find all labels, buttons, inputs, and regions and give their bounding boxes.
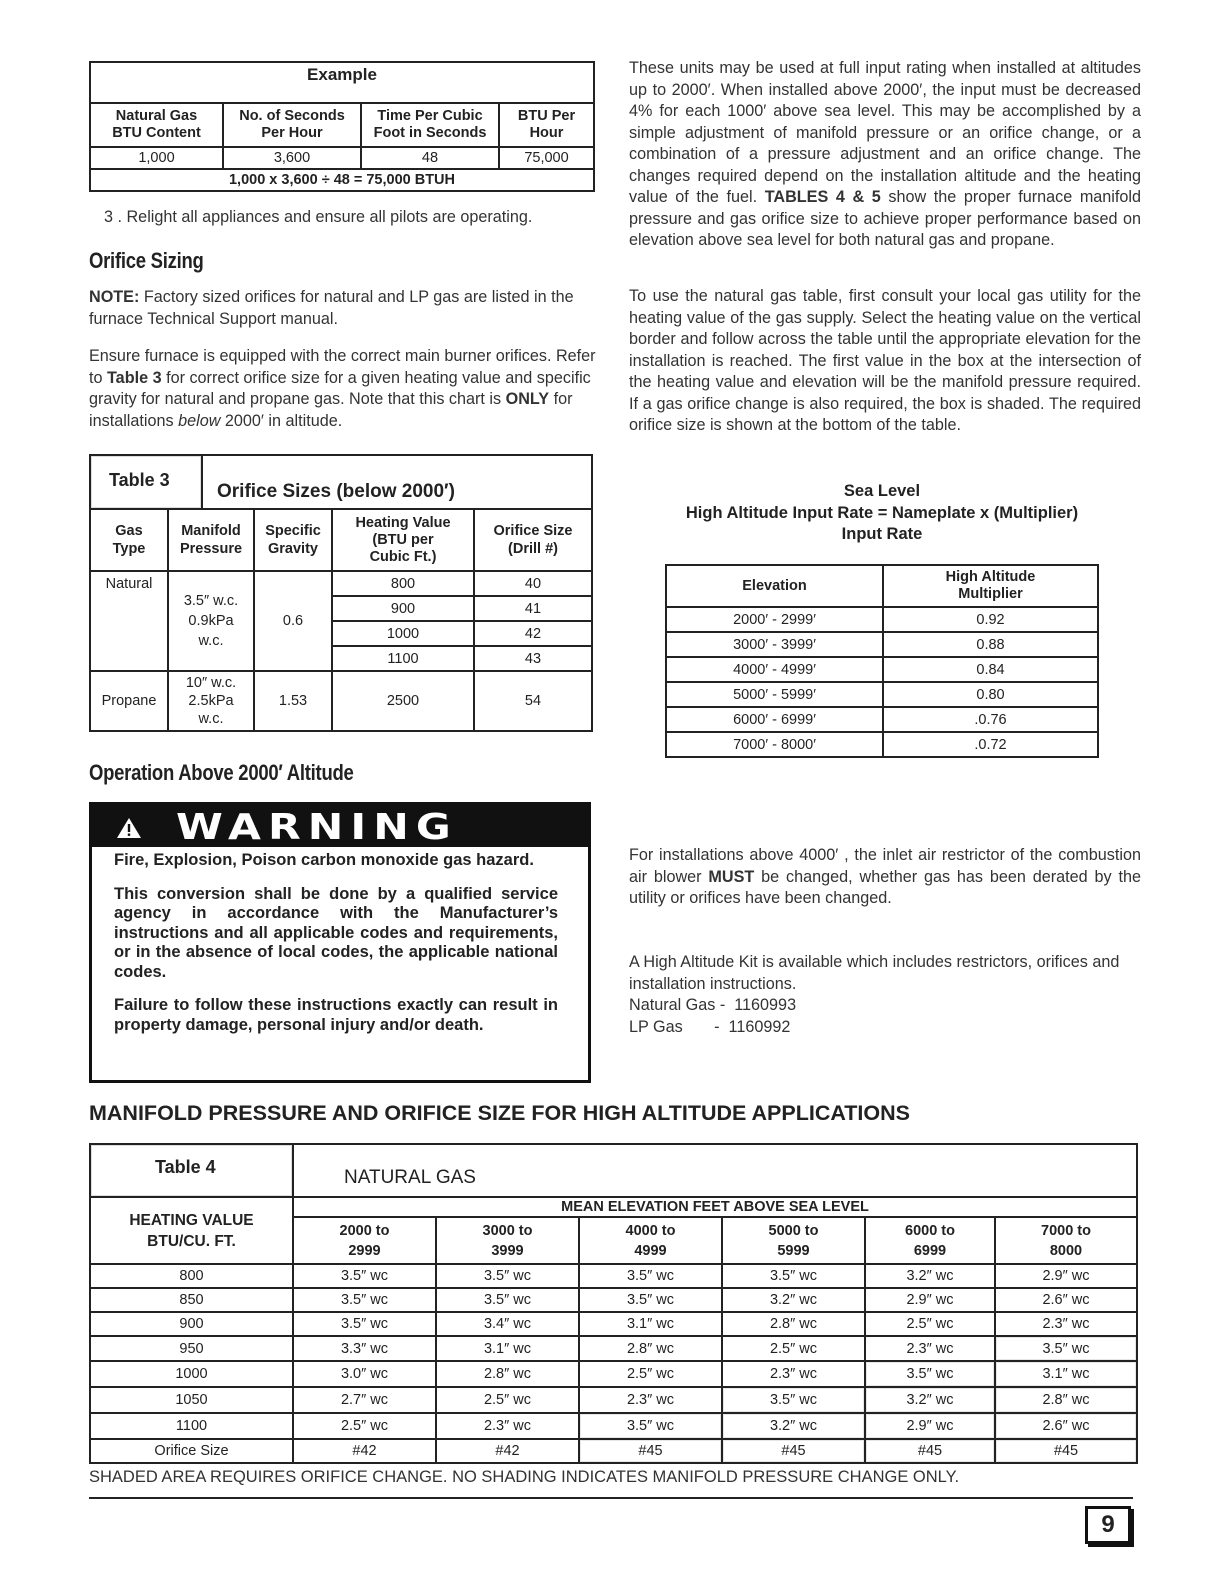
text-run: For installations above 4000′ , the inlet air restrictor of the combustion air blower [629, 846, 1141, 886]
text-run: MUST [708, 867, 755, 886]
page-number: 9 [1085, 1506, 1131, 1544]
table-4-pressure-cell: 2.5″ wc [436, 1387, 579, 1413]
table-4-pressure-cell: 3.5″ wc [293, 1264, 436, 1288]
table-3-label-box [91, 456, 203, 508]
table-4-orifice-size: #45 [995, 1439, 1137, 1463]
table-3-heating-value: 1000 [332, 621, 474, 646]
table-4-orifice-size: #42 [436, 1439, 579, 1463]
table-4-pressure-cell: 2.6″ wc [995, 1413, 1137, 1439]
table-4-col-header: 4000 to 4999 [579, 1217, 722, 1264]
step-3: 3 . Relight all appliances and ensure all pilots are operating. [104, 208, 533, 226]
text-run: 2000′ in altitude. [220, 411, 343, 430]
table-4-pressure-cell: 2.9″ wc [865, 1413, 995, 1439]
table-4-pressure-cell: 3.4″ wc [436, 1312, 579, 1336]
table-4-pressure-cell: 2.8″ wc [579, 1336, 722, 1361]
example-header: No. of Seconds Per Hour [223, 103, 361, 147]
table-4-hv-header: HEATING VALUE BTU/CU. FT. [90, 1197, 293, 1264]
footer-rule [89, 1497, 1133, 1499]
table-4-pressure-cell: 2.3″ wc [722, 1361, 865, 1387]
table-4-heating-value: 900 [90, 1312, 293, 1336]
example-cell: 3,600 [223, 147, 361, 169]
example-table [89, 61, 595, 192]
table-3-natural-type: Natural [90, 571, 168, 671]
table-4-row [90, 1312, 1137, 1336]
table-4-pressure-cell: 3.3″ wc [293, 1336, 436, 1361]
table-4-heating-value: 800 [90, 1264, 293, 1288]
elevation-cell: 3000′ - 3999′ [666, 632, 883, 657]
elevation-cell: 7000′ - 8000′ [666, 732, 883, 757]
table-3-header: Orifice Size (Drill #) [474, 509, 592, 571]
table-4-col-header: 3000 to 3999 [436, 1217, 579, 1264]
table-4-orifice-label: Orifice Size [90, 1439, 293, 1463]
table-4-pressure-cell: 3.5″ wc [579, 1413, 722, 1439]
multiplier-cell: 0.92 [883, 607, 1098, 632]
table-4-col-header: 6000 to 6999 [865, 1217, 995, 1264]
restrictor-paragraph [629, 845, 1141, 910]
example-header: Natural Gas BTU Content [90, 103, 223, 147]
example-cell: 48 [361, 147, 499, 169]
kit-text: A High Altitude Kit is available which includes restrictors, orifices and installation instructions. [629, 953, 1120, 993]
altitude-paragraph [629, 58, 1141, 252]
table-4-heating-value: 950 [90, 1336, 293, 1361]
table-3-propane-heating: 2500 [332, 671, 474, 731]
note-text: Factory sized orifices for natural and LP gas are listed in the furnace Technical Support manual. [89, 288, 574, 328]
warning-box [89, 802, 591, 1083]
table-4-heating-value: 1100 [90, 1413, 293, 1439]
table-4-heating-value: 1050 [90, 1387, 293, 1413]
table-4-orifice-size: #45 [722, 1439, 865, 1463]
table-3-orifice: 43 [474, 646, 592, 671]
text-run: TABLES 4 & 5 [764, 188, 881, 206]
warning-banner [92, 805, 588, 847]
warning-triangle-icon [116, 817, 142, 839]
table-4-row [90, 1264, 1137, 1288]
table-3-heating-value: 800 [332, 571, 474, 596]
formula-line: Sea Level [843, 482, 921, 500]
table-4-col-header: 5000 to 5999 [722, 1217, 865, 1264]
text-run: below [178, 411, 221, 430]
table-4-row [90, 1413, 1137, 1439]
example-cell: 1,000 [90, 147, 223, 169]
formula-line: Input Rate [841, 525, 923, 543]
text-run: be changed, whether gas has been derated by the utility or orifices have been changed. [629, 867, 1142, 907]
table-3-title: Orifice Sizes (below 2000′) [217, 481, 455, 502]
kit-lp-gas: LP Gas - 1160992 [629, 1017, 791, 1036]
table-4-pressure-cell: 2.5″ wc [865, 1312, 995, 1336]
warning-text: This conversion shall be done by a qualified service agency in accordance with the Manufacturer’s instructions and all applicable codes and requirements, or in the absence of local codes, the applicable national codes. [114, 884, 558, 981]
table-3-natural-pressure: 3.5″ w.c. 0.9kPa w.c. [168, 571, 254, 671]
table-4-heating-value: 1000 [90, 1361, 293, 1387]
table-4-row [90, 1361, 1137, 1387]
table-4-pressure-cell: 2.8″ wc [722, 1312, 865, 1336]
warning-text: Failure to follow these instructions exactly can result in property damage, personal injury and/or death. [114, 996, 558, 1034]
table-4-label: Table 4 [155, 1157, 216, 1177]
table-4-pressure-cell: 3.5″ wc [865, 1361, 995, 1387]
example-header: Time Per Cubic Foot in Seconds [361, 103, 499, 147]
multiplier-cell: .0.76 [883, 707, 1098, 732]
table-4-pressure-cell: 2.3″ wc [436, 1413, 579, 1439]
table-4-pressure-cell: 3.5″ wc [995, 1336, 1137, 1361]
example-cell: 75,000 [499, 147, 594, 169]
elevation-cell: 6000′ - 6999′ [666, 707, 883, 732]
example-title: Example [90, 62, 594, 103]
table-4-pressure-cell: 2.8″ wc [436, 1361, 579, 1387]
table-4-label-box [90, 1144, 293, 1197]
text-run: These units may be used at full input rating when installed at altitudes up to 2000′. When installed above 2000′, the input must be decreased 4% for each 1000′ above sea level. This may be accomplished by a simple adjustment of manifold pressure or an orifice change, or a combination of a pressure adjustment and an orifice change. The changes required depend on the installation altitude and the heating value of the fuel. [629, 59, 1141, 206]
table-4-pressure-cell: 3.5″ wc [579, 1264, 722, 1288]
table-4-pressure-cell: 3.5″ wc [436, 1288, 579, 1312]
example-header: BTU Per Hour [499, 103, 594, 147]
table-4-pressure-cell: 3.1″ wc [579, 1312, 722, 1336]
table-4-pressure-cell: 2.3″ wc [995, 1312, 1137, 1336]
table-4-pressure-cell: 3.2″ wc [865, 1387, 995, 1413]
table-3-header: Manifold Pressure [168, 509, 254, 571]
table-4-pressure-cell: 2.8″ wc [995, 1387, 1137, 1413]
text-run: Ensure furnace is equipped with the correct main burner orifices. Refer to [89, 347, 596, 387]
multiplier-cell: 0.88 [883, 632, 1098, 657]
orifice-note [89, 287, 601, 330]
table-4-mean-header: MEAN ELEVATION FEET ABOVE SEA LEVEL [293, 1197, 1137, 1217]
table-3 [89, 454, 593, 732]
table-4-title: NATURAL GAS [344, 1167, 476, 1188]
table-4-pressure-cell: 3.5″ wc [293, 1288, 436, 1312]
table-3-natural-gravity: 0.6 [254, 571, 332, 671]
operation-heading: Operation Above 2000′ Altitude [89, 760, 354, 785]
table-4-pressure-cell: 3.1″ wc [995, 1361, 1137, 1387]
table-4-pressure-cell: 2.3″ wc [865, 1336, 995, 1361]
table-4-pressure-cell: 3.0″ wc [293, 1361, 436, 1387]
note-label: NOTE: [89, 288, 140, 306]
elevation-cell: 2000′ - 2999′ [666, 607, 883, 632]
formula-line: High Altitude Input Rate = Nameplate x (Multiplier) [685, 503, 1079, 522]
table-4-row [90, 1336, 1137, 1361]
table-4-col-header: 2000 to 2999 [293, 1217, 436, 1264]
table-3-header: Heating Value (BTU per Cubic Ft.) [332, 509, 474, 571]
multiplier-cell: .0.72 [883, 732, 1098, 757]
multiplier-header: Elevation [666, 565, 883, 607]
table-4-pressure-cell: 3.5″ wc [579, 1288, 722, 1312]
multiplier-table [665, 564, 1099, 758]
table-4-pressure-cell: 2.6″ wc [995, 1288, 1137, 1312]
input-rate-formula [629, 481, 1135, 546]
natural-gas-table-paragraph: To use the natural gas table, first consult your local gas utility for the heating value of the gas supply. Select the heating value on the vertical border and follow across the table until the appropriate elevation for the installation is reached. The first value in the box at the intersection of the heating value and elevation will be the manifold pressure required. If a gas orifice change is also required, the box is shaded. The required orifice size is shown at the bottom of the table. [629, 287, 1141, 434]
table-3-header: Specific Gravity [254, 509, 332, 571]
table-4-pressure-cell: 3.5″ wc [722, 1264, 865, 1288]
table-4-pressure-cell: 2.9″ wc [995, 1264, 1137, 1288]
table-4-pressure-cell: 3.2″ wc [722, 1413, 865, 1439]
text-run: Table 3 [107, 368, 162, 387]
multiplier-cell: 0.84 [883, 657, 1098, 682]
table-4-orifice-size: #45 [579, 1439, 722, 1463]
table-4-pressure-cell: 2.3″ wc [579, 1387, 722, 1413]
table-4-orifice-size: #45 [865, 1439, 995, 1463]
text-run: ONLY [505, 390, 550, 408]
kit-natural-gas: Natural Gas - 1160993 [629, 996, 797, 1014]
table-4-pressure-cell: 3.5″ wc [293, 1312, 436, 1336]
table-4-row [90, 1288, 1137, 1312]
multiplier-header: High Altitude Multiplier [883, 565, 1098, 607]
table-3-header: Gas Type [90, 509, 168, 571]
table-4-heading: MANIFOLD PRESSURE AND ORIFICE SIZE FOR HIGH ALTITUDE APPLICATIONS [89, 1101, 910, 1125]
table-3-propane-type: Propane [90, 671, 168, 731]
table-3-orifice: 41 [474, 596, 592, 621]
table-3-propane-pressure: 10″ w.c. 2.5kPa w.c. [168, 671, 254, 731]
table-4-row [90, 1387, 1137, 1413]
table-3-heating-value: 900 [332, 596, 474, 621]
warning-text: Fire, Explosion, Poison carbon monoxide gas hazard. [114, 851, 534, 869]
table-4-title-cell [293, 1144, 1137, 1197]
table-4 [89, 1143, 1138, 1464]
multiplier-cell: 0.80 [883, 682, 1098, 707]
orifice-sizing-heading: Orifice Sizing [89, 248, 204, 273]
text-run: for correct orifice size for a given heating value and specific gravity for natural and propane gas. Note that this chart is [89, 368, 591, 408]
table-3-heating-value: 1100 [332, 646, 474, 671]
table-4-heating-value: 850 [90, 1288, 293, 1312]
kit-paragraph [629, 952, 1141, 1038]
table-3-propane-orifice: 54 [474, 671, 592, 731]
elevation-cell: 4000′ - 4999′ [666, 657, 883, 682]
text-run: for installations [89, 390, 573, 430]
table-4-pressure-cell: 3.5″ wc [436, 1264, 579, 1288]
table-3-label: Table 3 [109, 470, 170, 490]
table-4-orifice-size: #42 [293, 1439, 436, 1463]
warning-title: WARNING [176, 807, 458, 848]
table-3-orifice: 42 [474, 621, 592, 646]
table-4-pressure-cell: 2.5″ wc [293, 1413, 436, 1439]
table-4-pressure-cell: 2.5″ wc [722, 1336, 865, 1361]
text-run: show the proper furnace manifold pressure and gas orifice size to achieve proper performance based on elevation above sea level for both natural gas and propane. [629, 188, 1142, 249]
table-3-orifice: 40 [474, 571, 592, 596]
table-3-propane-gravity: 1.53 [254, 671, 332, 731]
table-4-footnote: SHADED AREA REQUIRES ORIFICE CHANGE. NO SHADING INDICATES MANIFOLD PRESSURE CHANGE ONLY. [89, 1468, 960, 1486]
table-4-pressure-cell: 3.1″ wc [436, 1336, 579, 1361]
table-4-pressure-cell: 2.5″ wc [579, 1361, 722, 1387]
table-4-pressure-cell: 3.5″ wc [722, 1387, 865, 1413]
table-4-pressure-cell: 2.9″ wc [865, 1288, 995, 1312]
table-4-col-header: 7000 to 8000 [995, 1217, 1137, 1264]
table-4-pressure-cell: 3.2″ wc [865, 1264, 995, 1288]
table-4-pressure-cell: 2.7″ wc [293, 1387, 436, 1413]
elevation-cell: 5000′ - 5999′ [666, 682, 883, 707]
table-4-pressure-cell: 3.2″ wc [722, 1288, 865, 1312]
example-formula: 1,000 x 3,600 ÷ 48 = 75,000 BTUH [90, 169, 594, 191]
orifice-paragraph [89, 346, 601, 432]
